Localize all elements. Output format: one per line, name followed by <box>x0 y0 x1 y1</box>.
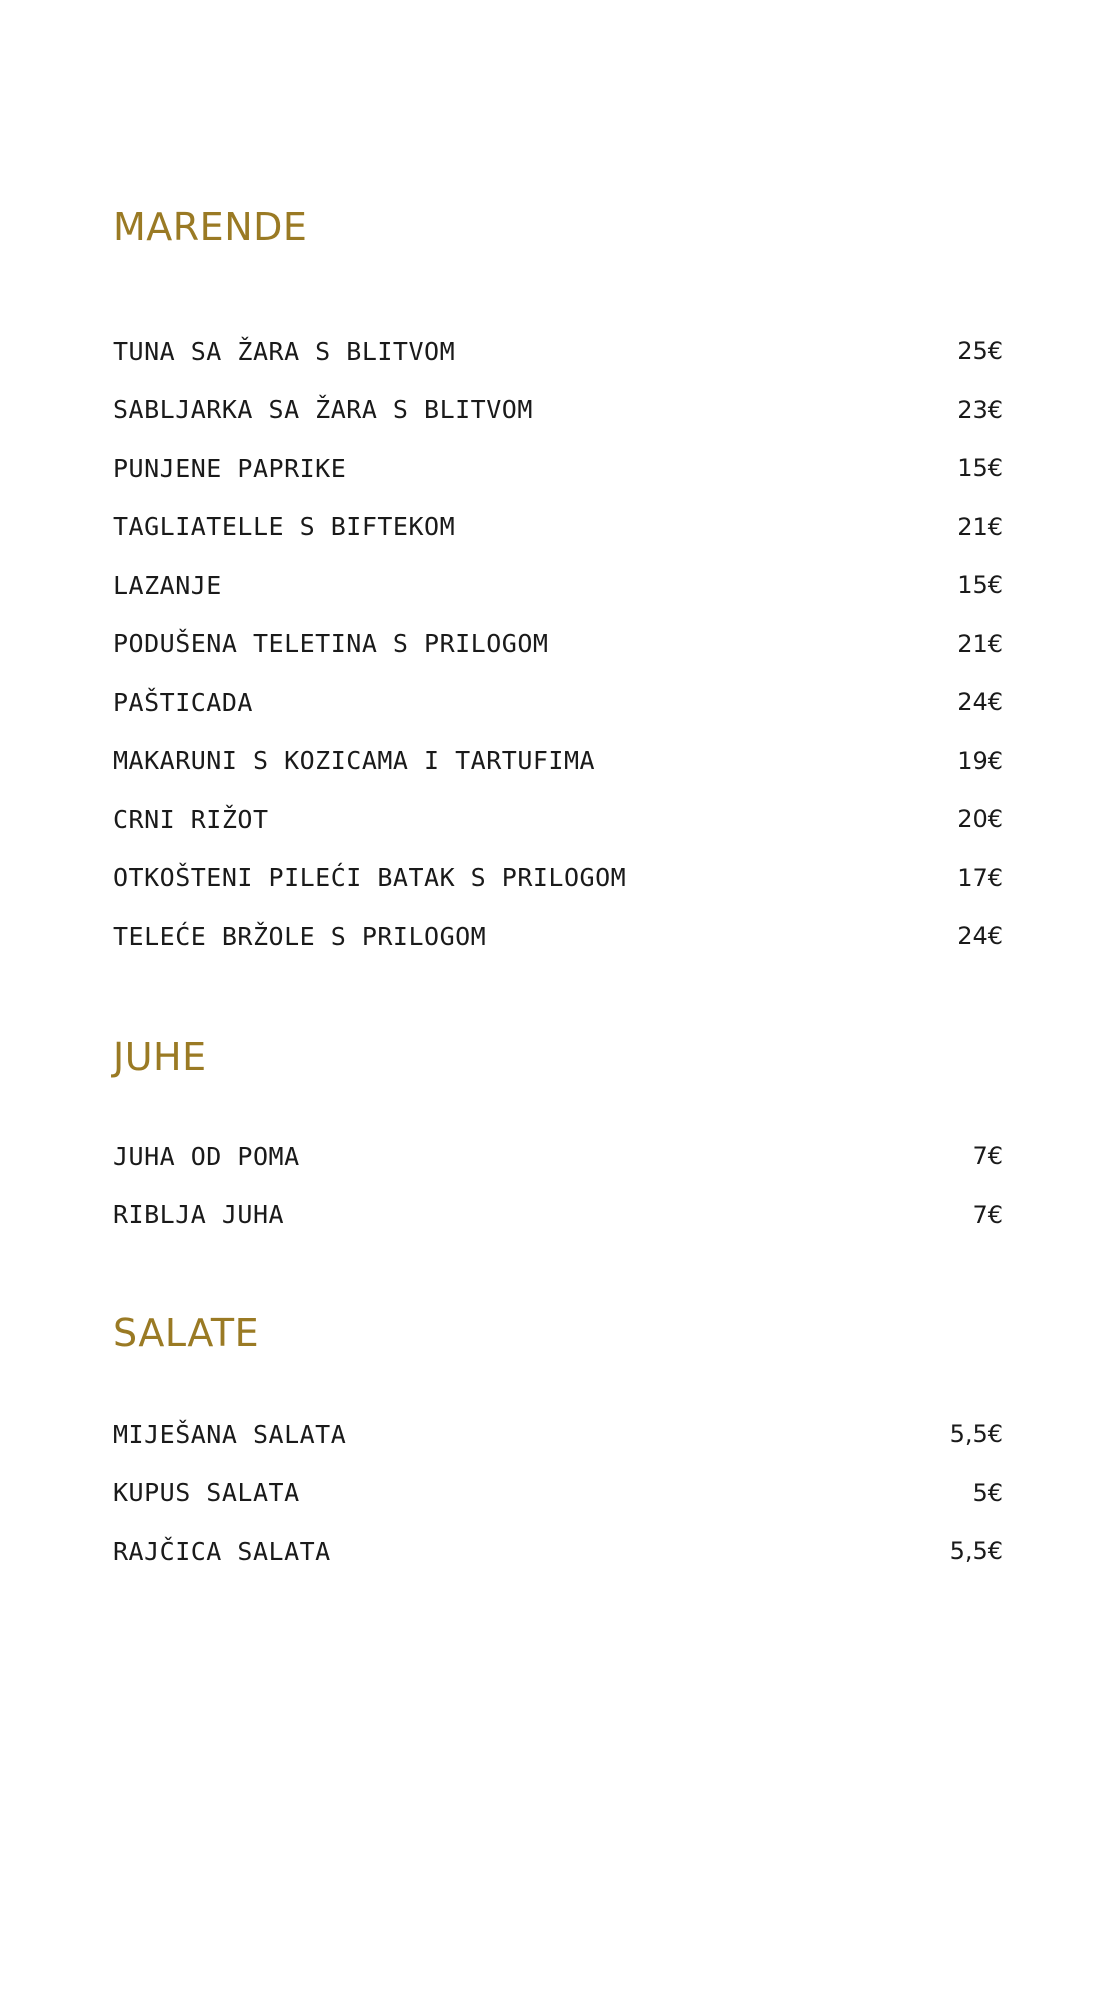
menu-item <box>113 556 1003 615</box>
item-price: 19€ <box>957 746 1003 775</box>
menu-list-juhe <box>113 1127 1003 1244</box>
menu-item <box>113 673 1003 732</box>
item-price: 7€ <box>972 1200 1003 1229</box>
item-price: 5,5€ <box>949 1420 1003 1449</box>
item-name: TAGLIATELLE S BIFTEKOM <box>113 512 456 542</box>
item-name: KUPUS SALATA <box>113 1478 300 1508</box>
item-name: OTKOŠTENI PILEĆI BATAK S PRILOGOM <box>113 863 627 893</box>
item-name: MAKARUNI S KOZICAMA I TARTUFIMA <box>113 746 596 776</box>
menu-item <box>113 1127 1003 1186</box>
item-name: TUNA SA ŽARA S BLITVOM <box>113 336 456 366</box>
item-price: 23€ <box>957 395 1003 424</box>
item-price: 21€ <box>957 629 1003 658</box>
item-name: JUHA OD POMA <box>113 1141 300 1171</box>
item-price: 15€ <box>957 571 1003 600</box>
item-price: 5€ <box>972 1478 1003 1507</box>
item-name: SABLJARKA SA ŽARA S BLITVOM <box>113 395 533 425</box>
item-price: 25€ <box>957 337 1003 366</box>
item-price: 21€ <box>957 512 1003 541</box>
item-price: 17€ <box>957 863 1003 892</box>
menu-list-salate <box>113 1405 1003 1581</box>
item-name: CRNI RIŽOT <box>113 804 269 834</box>
menu-item <box>113 322 1003 381</box>
item-price: 15€ <box>957 454 1003 483</box>
item-price: 7€ <box>972 1142 1003 1171</box>
item-name: LAZANJE <box>113 570 222 600</box>
section-title-juhe: JUHE <box>113 1035 207 1079</box>
item-name: PODUŠENA TELETINA S PRILOGOM <box>113 629 549 659</box>
item-price: 24€ <box>957 922 1003 951</box>
item-name: RAJČICA SALATA <box>113 1536 331 1566</box>
item-name: TELEĆE BRŽOLE S PRILOGOM <box>113 921 487 951</box>
item-name: MIJEŠANA SALATA <box>113 1419 347 1449</box>
menu-item <box>113 498 1003 557</box>
menu-item <box>113 790 1003 849</box>
section-title-salate: SALATE <box>113 1311 260 1355</box>
item-price: 24€ <box>957 688 1003 717</box>
menu-list-marende <box>113 322 1003 966</box>
menu-item <box>113 615 1003 674</box>
menu-item <box>113 1405 1003 1464</box>
menu-item <box>113 439 1003 498</box>
item-name: RIBLJA JUHA <box>113 1200 285 1230</box>
section-title-marende: MARENDE <box>113 205 308 249</box>
menu-item <box>113 1464 1003 1523</box>
menu-item <box>113 732 1003 791</box>
menu-item <box>113 907 1003 966</box>
item-name: PUNJENE PAPRIKE <box>113 453 347 483</box>
menu-item <box>113 849 1003 908</box>
menu-item <box>113 1186 1003 1245</box>
menu-item <box>113 1522 1003 1581</box>
item-price: 5,5€ <box>949 1537 1003 1566</box>
item-price: 20€ <box>957 805 1003 834</box>
item-name: PAŠTICADA <box>113 687 253 717</box>
menu-item <box>113 381 1003 440</box>
